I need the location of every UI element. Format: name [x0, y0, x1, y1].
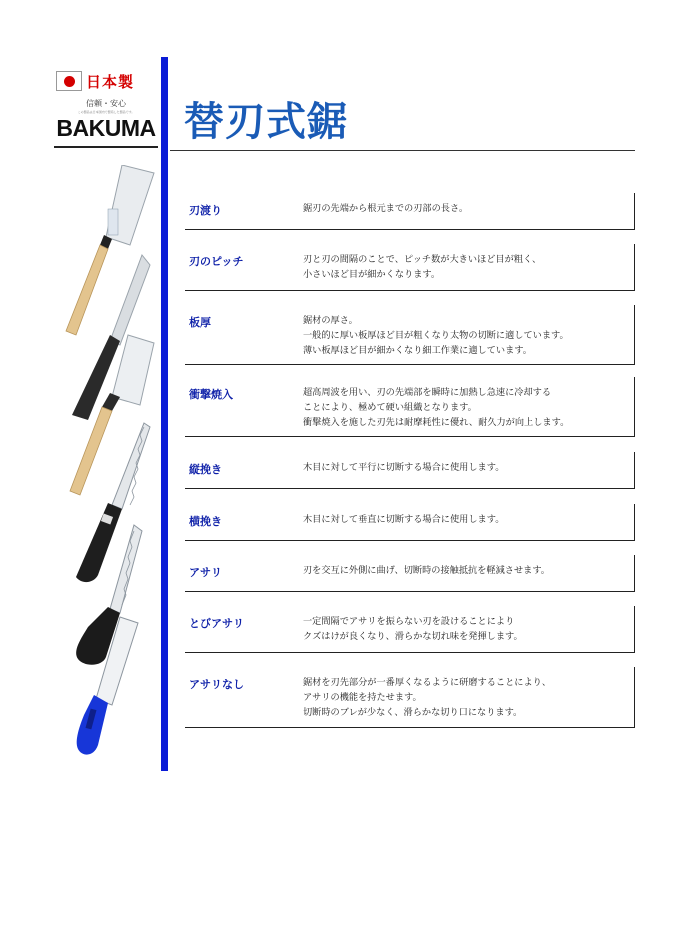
description-line: ことにより、極めて硬い組織となります。 — [303, 402, 477, 413]
description-line: 一般的に厚い板厚ほど目が粗くなり太物の切断に適しています。 — [303, 330, 569, 341]
term-row-blade-length — [185, 193, 635, 230]
description-line: 鋸刃の先端から根元までの刃部の長さ。 — [303, 203, 469, 214]
term-label: とびアサリ — [189, 617, 244, 630]
description-line: 切断時のブレが少なく、滑らかな切り口になります。 — [303, 707, 523, 718]
term-label: 横挽き — [189, 515, 222, 528]
term-description — [303, 252, 541, 282]
term-row-cross-cut — [185, 504, 635, 541]
term-label: 衝撃焼入 — [189, 388, 233, 401]
term-label: 板厚 — [189, 316, 211, 329]
description-line: 衝撃焼入を施した刃先は耐摩耗性に優れ、耐久力が向上します。 — [303, 417, 570, 428]
brand-logo — [54, 68, 158, 148]
term-label: 刃のピッチ — [189, 255, 244, 268]
term-row-rip-cut — [185, 452, 635, 489]
term-row-no-set — [185, 667, 635, 728]
term-description — [303, 675, 551, 720]
made-in-japan-badge — [56, 70, 134, 92]
description-line: 小さいほど目が細かくなります。 — [303, 269, 441, 280]
made-in-japan-label: 日本製 — [86, 72, 135, 91]
term-row-tooth-pitch — [185, 244, 635, 291]
description-line: 刃と刃の間隔のことで、ピッチ数が大きいほど目が粗く、 — [303, 254, 542, 265]
description-line: 刃を交互に外側に曲げ、切断時の接触抵抗を軽減させます。 — [303, 565, 550, 576]
description-line: 一定間隔でアサリを振らない刃を設けることにより — [303, 616, 515, 627]
logo-tagline: 信頼・安心 — [86, 99, 126, 108]
saw-image-5 — [76, 525, 142, 665]
term-description — [303, 313, 569, 358]
description-line: クズはけが良くなり、滑らかな切れ味を発揮します。 — [303, 631, 523, 642]
description-line: アサリの機能を持たせます。 — [303, 692, 422, 703]
term-label: 縦挽き — [189, 463, 222, 476]
term-description — [303, 563, 550, 578]
title-divider — [170, 150, 635, 151]
description-line: 木目に対して垂直に切断する場合に使用します。 — [303, 514, 505, 525]
saw-collection-illustration — [58, 165, 162, 765]
japan-flag-icon — [56, 71, 82, 91]
saw-image-1 — [66, 165, 154, 335]
term-row-skip-set — [185, 606, 635, 653]
term-description — [303, 385, 569, 430]
term-row-plate-thickness — [185, 305, 635, 365]
term-label: アサリ — [189, 566, 222, 579]
description-line: 超高周波を用い、刃の先端部を瞬時に加熱し急速に冷却する — [303, 387, 552, 398]
term-description — [303, 460, 504, 475]
accent-bar — [161, 57, 168, 771]
description-line: 薄い板厚ほど目が細かくなり細工作業に適しています。 — [303, 345, 532, 356]
term-description — [303, 201, 468, 216]
description-line: 木目に対して平行に切断する場合に使用します。 — [303, 462, 505, 473]
term-label: 刃渡り — [189, 204, 222, 217]
term-row-tooth-set — [185, 555, 635, 592]
logo-divider — [54, 146, 158, 148]
description-line: 鋸材の厚さ。 — [303, 315, 358, 326]
brand-name: BAKUMA — [56, 115, 156, 141]
term-label: アサリなし — [189, 678, 244, 691]
term-description — [303, 614, 523, 644]
page-title: 替刃式鋸 — [184, 99, 348, 145]
logo-fine-print: この製品は日本国内で製造した製品です。 — [77, 110, 135, 114]
term-description — [303, 512, 504, 527]
description-line: 鋸材を刃先部分が一番厚くなるように研磨することにより、 — [303, 677, 552, 688]
term-row-impulse-hardening — [185, 377, 635, 437]
